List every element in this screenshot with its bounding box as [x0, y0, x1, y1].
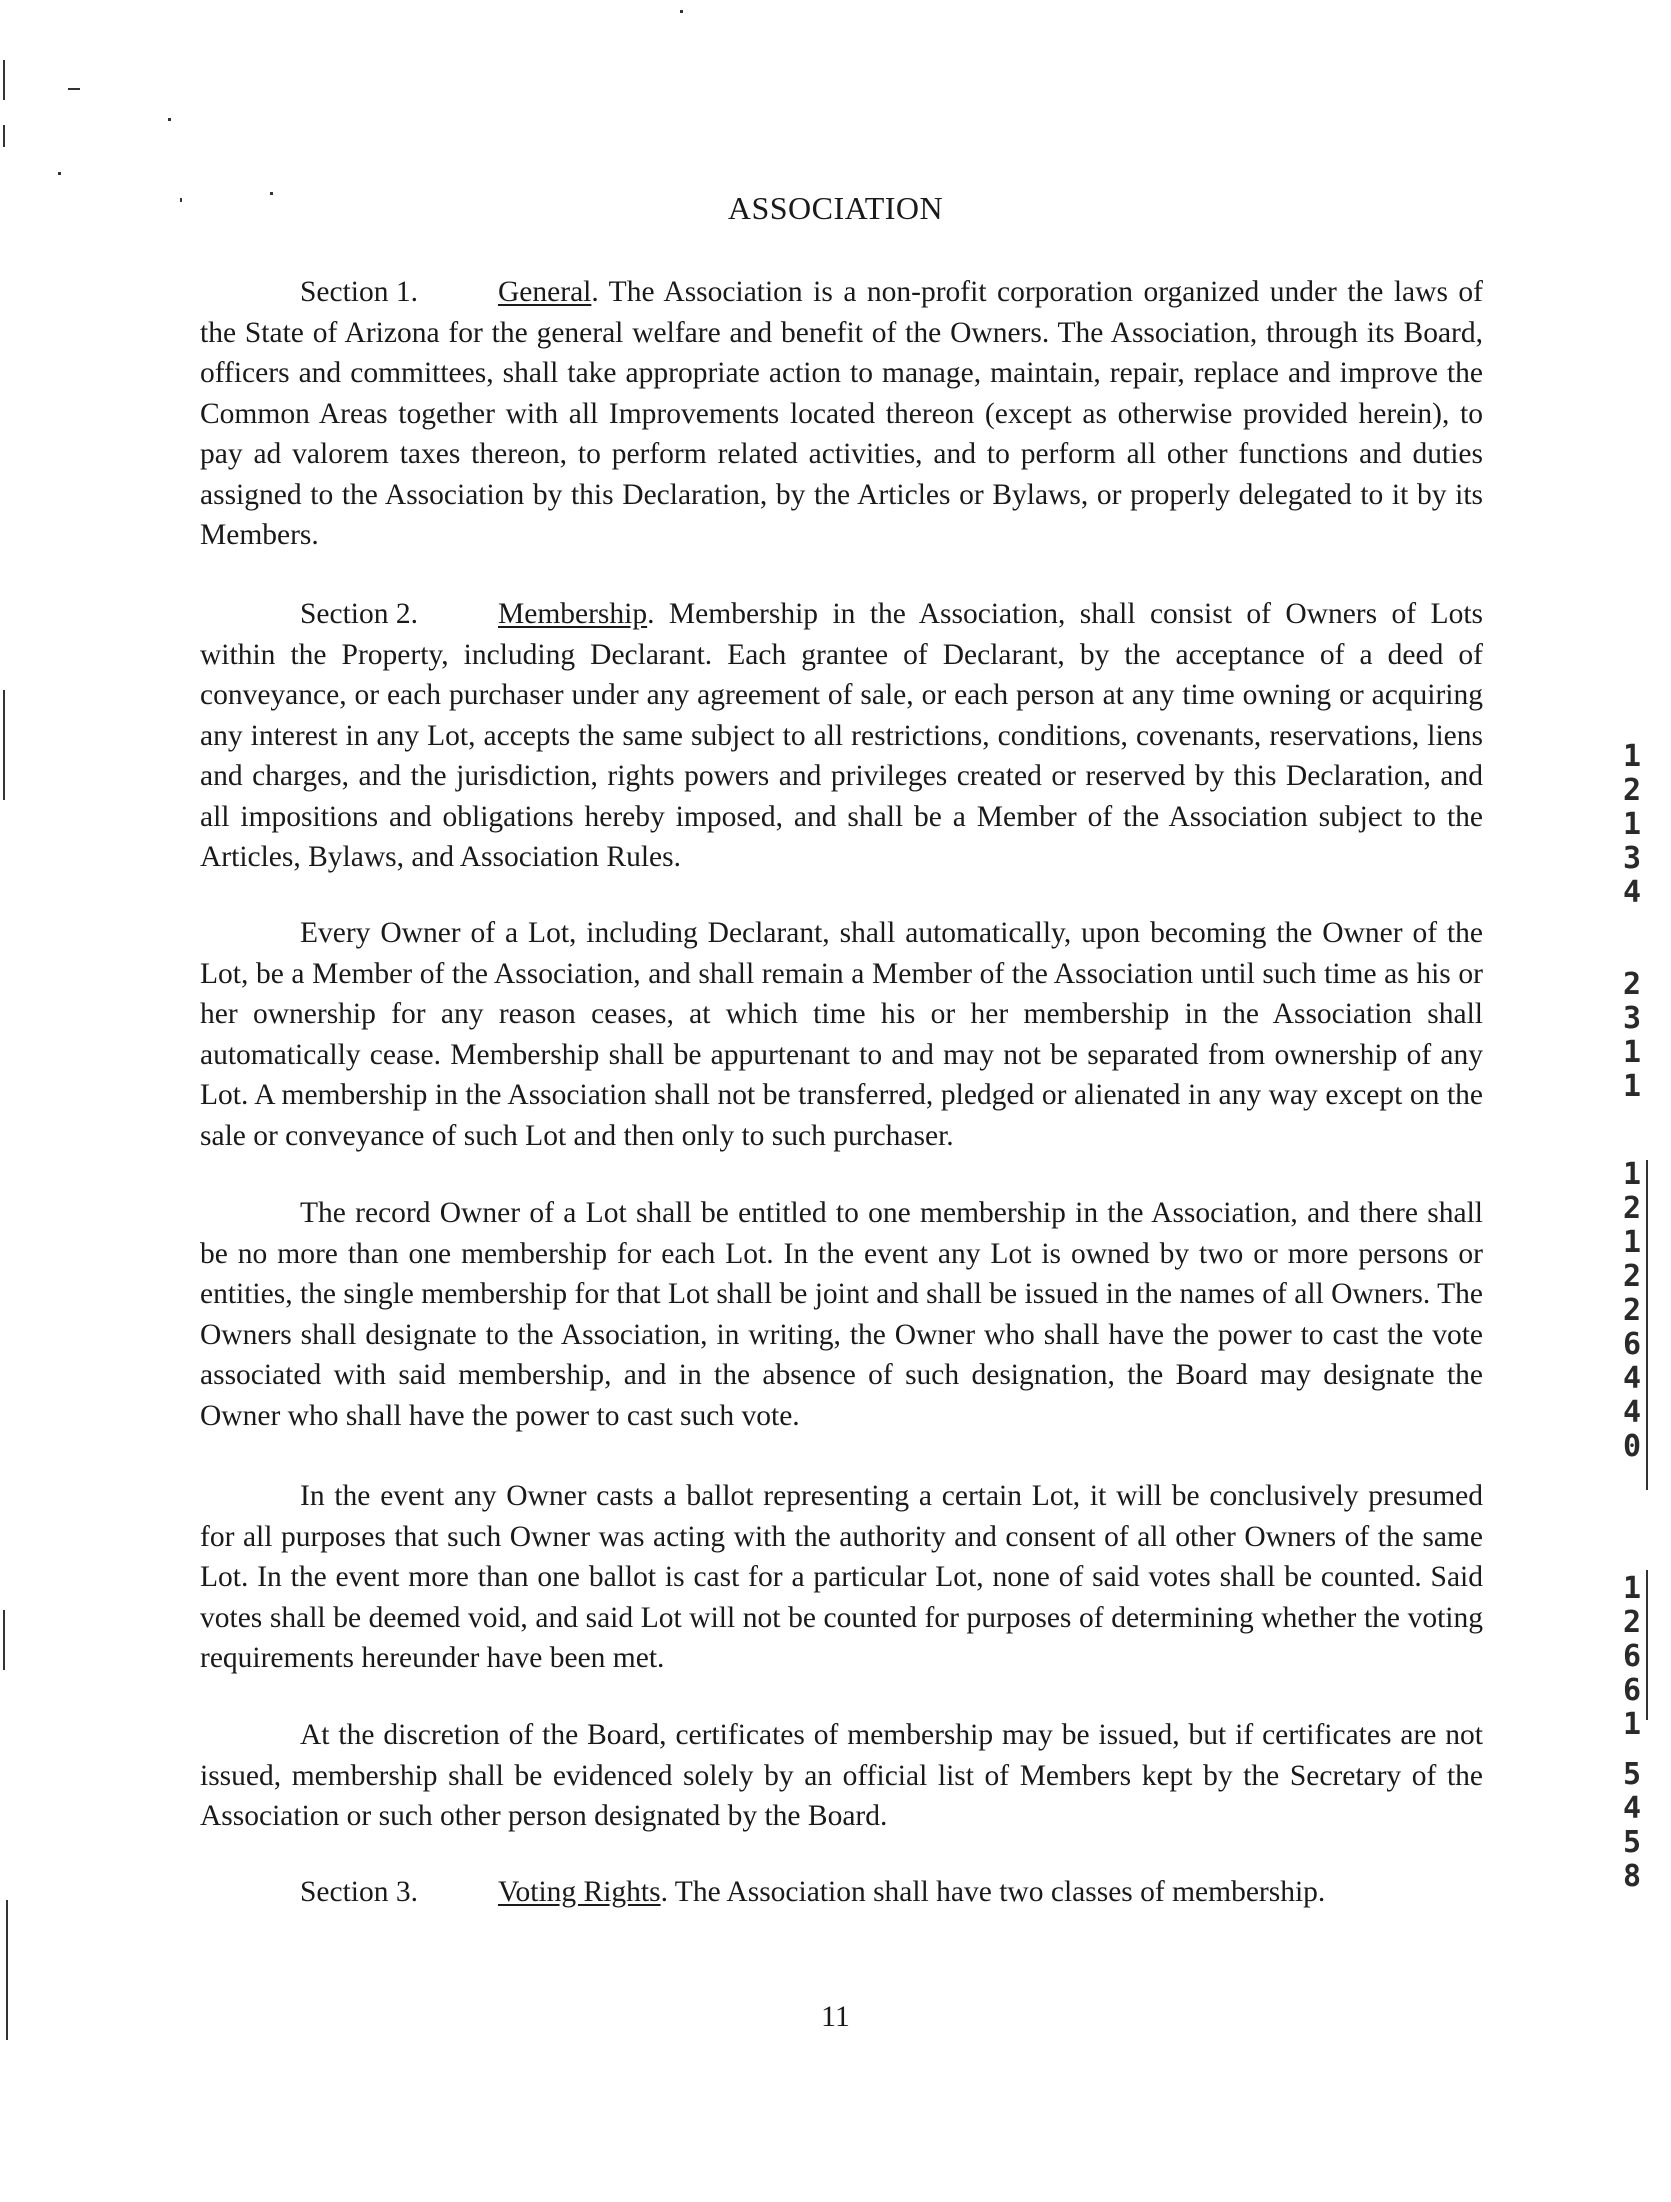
paragraph-text: . The Association is a non-profit corporation organized under the laws of the State of Arizona for the general welfare and benefit of the Owners. The Association, through its Board, officers and committees, shall take appropriate action to manage, maintain, repair, replace and improve the Common Areas together with all Improvements located thereon (except as otherwise provided herein), to pay ad valorem taxes thereon, to perform related activities, and to perform all other functions and duties assigned to the Association by this Declaration, by the Articles or Bylaws, or properly delegated to it by its Members. [200, 276, 1483, 551]
stamp-digit: 3 [1622, 841, 1642, 876]
section-label: Section 2. [300, 598, 418, 630]
stamp-digit: 6 [1622, 1639, 1642, 1674]
stamp-digit: 0 [1622, 1429, 1642, 1464]
section-title: General [498, 276, 592, 308]
stamp-digit: 1 [1622, 1571, 1642, 1606]
paragraph-section-1 [200, 272, 1483, 556]
paragraph-section-3 [200, 1872, 1483, 1913]
recording-stamp-group [1614, 1158, 1650, 1464]
recording-stamp-group [1614, 740, 1650, 910]
scan-edge-mark [168, 118, 171, 121]
stamp-digit: 2 [1622, 1293, 1642, 1328]
stamp-digit: 2 [1622, 967, 1642, 1002]
page-heading: ASSOCIATION [727, 190, 944, 226]
stamp-digit: 5 [1622, 1757, 1642, 1792]
scan-edge-mark [3, 690, 5, 800]
stamp-digit: 4 [1622, 875, 1642, 910]
stamp-digit: 1 [1622, 739, 1642, 774]
paragraph-ballot [200, 1476, 1483, 1679]
stamp-digit: 2 [1622, 1259, 1642, 1294]
paragraph-text: . The Association shall have two classes of membership. [660, 1876, 1326, 1908]
stamp-digit: 3 [1622, 1001, 1642, 1036]
scan-edge-mark [3, 60, 5, 100]
paragraph-text: Every Owner of a Lot, including Declarant, shall automatically, upon becoming the Owner of the Lot, be a Member of the Association, and shall remain a Member of the Association until such time as his or her ownership for any reason ceases, at which time his or her membership in the Association shall automatically cease. Membership shall be appurtenant to and may not be separated from ownership of any Lot. A membership in the Association shall not be transferred, pledged or alienated in any way except on the sale or conveyance of such Lot and then only to such purchaser. [200, 917, 1483, 1152]
section-label: Section 1. [300, 276, 418, 308]
stamp-digit: 4 [1622, 1361, 1642, 1396]
recording-stamp-group [1614, 1572, 1650, 1742]
stamp-digit: 4 [1622, 1395, 1642, 1430]
stamp-digit: 1 [1622, 1035, 1642, 1070]
scan-edge-mark [680, 10, 683, 13]
paragraph-text: . Membership in the Association, shall consist of Owners of Lots within the Property, including Declarant. Each grantee of Declarant, by the acceptance of a deed of conveyance, or each purchaser under any agreement of sale, or each person at any time owning or acquiring any interest in any Lot, accepts the same subject to all restrictions, conditions, covenants, reservations, liens and charges, and the jurisdiction, rights powers and privileges created or reserved by this Declaration, and all impositions and obligations hereby imposed, and shall be a Member of the Association subject to the Articles, Bylaws, and Association Rules. [200, 598, 1483, 873]
stamp-digit: 2 [1622, 1191, 1642, 1226]
paragraph-text: The record Owner of a Lot shall be entitled to one membership in the Association, and there shall be no more than one membership for each Lot. In the event any Lot is owned by two or more persons or entities, the single membership for that Lot shall be joint and shall be issued in the names of all Owners. The Owners shall designate to the Association, in writing, the Owner who shall have the power to cast the vote associated with said membership, and in the absence of such designation, the Board may designate the Owner who shall have the power to cast such vote. [200, 1197, 1483, 1432]
paragraph-text: In the event any Owner casts a ballot representing a certain Lot, it will be conclusively presumed for all purposes that such Owner was acting with the authority and consent of all other Owners of the same Lot. In the event more than one ballot is cast for a particular Lot, none of said votes shall be counted. Said votes shall be deemed void, and said Lot will not be counted for purposes of determining whether the voting requirements hereunder have been met. [200, 1480, 1483, 1674]
stamp-rule-line [1646, 1570, 1648, 1720]
stamp-digit: 6 [1622, 1327, 1642, 1362]
stamp-rule-line [1646, 1160, 1648, 1490]
section-title: Voting Rights [498, 1876, 661, 1908]
recording-stamp-group [1614, 1758, 1650, 1894]
stamp-digit: 1 [1622, 807, 1642, 842]
stamp-digit: 2 [1622, 1605, 1642, 1640]
stamp-digit: 1 [1622, 1157, 1642, 1192]
stamp-digit: 6 [1622, 1673, 1642, 1708]
recording-stamp-group [1614, 968, 1650, 1104]
stamp-digit: 4 [1622, 1791, 1642, 1826]
paragraph-certificates [200, 1715, 1483, 1837]
section-title: Membership [498, 598, 648, 630]
page-number: 11 [821, 2000, 850, 2033]
stamp-digit: 1 [1622, 1069, 1642, 1104]
scan-edge-mark [3, 1610, 5, 1670]
stamp-digit: 5 [1622, 1825, 1642, 1860]
scan-edge-mark [3, 125, 5, 147]
paragraph-section-2 [200, 594, 1483, 878]
scan-edge-mark [68, 88, 80, 90]
section-label: Section 3. [300, 1876, 418, 1908]
stamp-digit: 2 [1622, 773, 1642, 808]
paragraph-text: At the discretion of the Board, certificates of membership may be issued, but if certificates are not issued, membership shall be evidenced solely by an official list of Members kept by the Secretary of the Association or such other person designated by the Board. [200, 1719, 1483, 1832]
paragraph-membership-automatic [200, 913, 1483, 1156]
paragraph-record-owner [200, 1193, 1483, 1436]
stamp-digit: 1 [1622, 1707, 1642, 1742]
stamp-digit: 8 [1622, 1859, 1642, 1894]
scan-edge-mark [58, 172, 61, 175]
stamp-digit: 1 [1622, 1225, 1642, 1260]
